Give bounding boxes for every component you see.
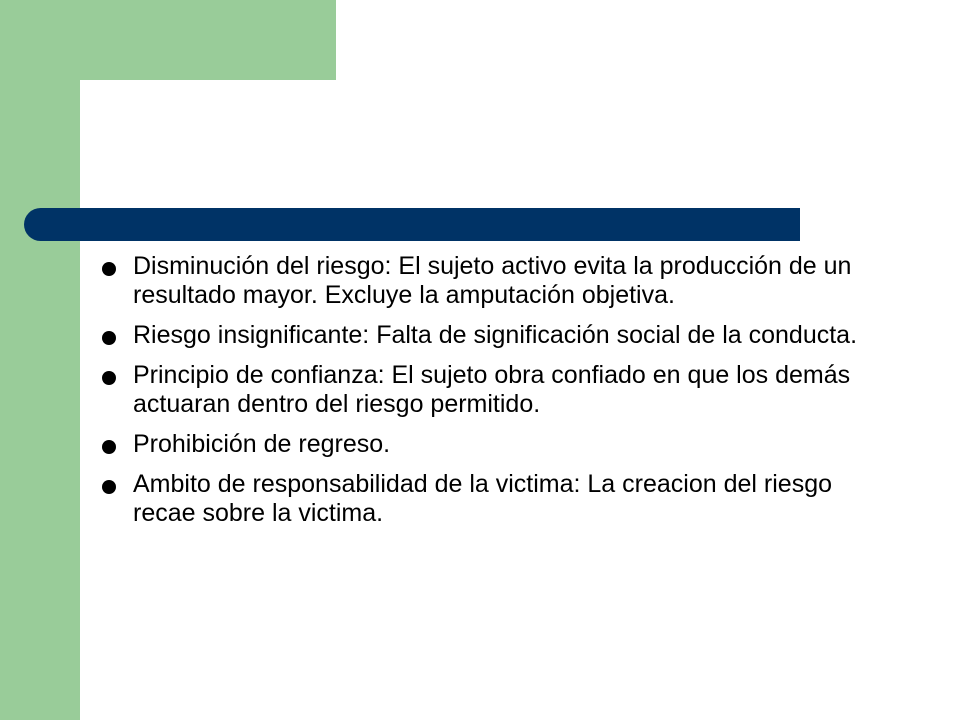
bullet-text: Ambito de responsabilidad de la victima: La creacion del riesgo recae sobre la victima. — [133, 470, 832, 527]
top-accent-band — [0, 0, 336, 80]
bullet-text: Riesgo insignificante: Falta de significación social de la conducta. — [133, 321, 858, 349]
bullet-dot-icon — [102, 262, 116, 276]
bullet-text: Prohibición de regreso. — [133, 430, 391, 458]
bullet-item — [100, 430, 880, 459]
bullet-dot-icon — [102, 371, 116, 385]
left-accent-band — [0, 0, 80, 720]
bullet-dot-icon — [102, 331, 116, 345]
bullet-item — [100, 470, 880, 528]
bullet-item — [100, 252, 880, 310]
bullet-text: Disminución del riesgo: El sujeto activo evita la producción de un resultado mayor. Excluye la amputación objetiva. — [133, 252, 852, 309]
title-bar — [24, 208, 800, 241]
bullet-dot-icon — [102, 440, 116, 454]
bullet-item — [100, 361, 880, 419]
bullet-item — [100, 321, 880, 350]
bullet-text: Principio de confianza: El sujeto obra confiado en que los demás actuaran dentro del riesgo permitido. — [133, 361, 851, 418]
bullet-dot-icon — [102, 480, 116, 494]
content-corner — [80, 80, 160, 160]
bullet-list — [100, 252, 880, 539]
